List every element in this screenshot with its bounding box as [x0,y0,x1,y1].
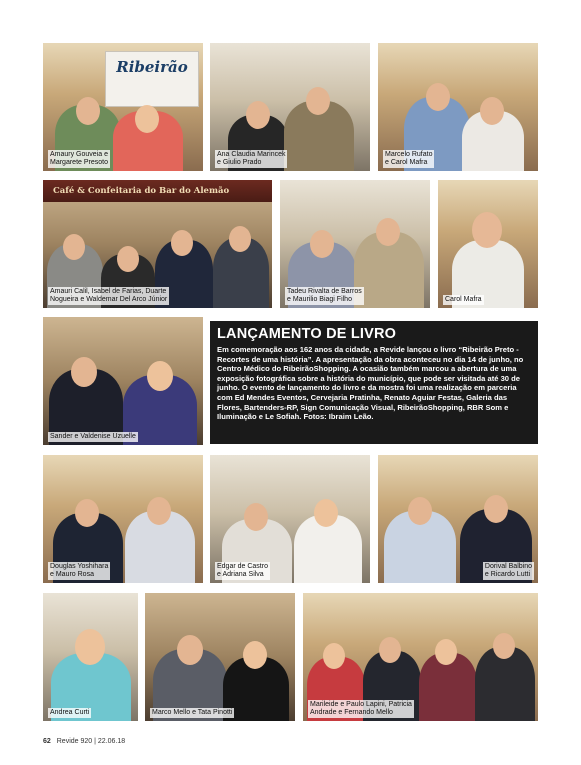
person-head [493,633,515,659]
photo-caption: Amauri Calil, Isabel de Farias, Duarte Nogueira e Waldemar Del Arco Júnior [50,288,168,303]
person-head [244,503,268,531]
person-head [147,361,173,391]
person-head [229,226,251,252]
photo-caption: Sander e Valdenise Uzuelle [50,433,136,440]
person-head [246,101,270,129]
feature-body: Em comemoração aos 162 anos da cidade, a Revide lançou o livro “Ribeirão Preto - Recortes de uma história”. A apresentação da obra aconteceu no dia 14 de junho, no Centro Médico do RibeirãoShopping. A ocasião também marcou a abertura de uma exposição fotográfica sobre a história do município, que pode ser visitada até 30 de junho. O evento de lançamento do livro e da mostra foi uma realização em parceria com Ed Mendes Eventos, Cervejaria Pratinha, Renato Aguiar Festas, Galeria das Flores, Bartenders-RP, Sign Comunicação Visual, RibeirãoShopping, RBR Som e Iluminação e Le Sofiah. Fotos: Ibraim Leão. [217,345,524,422]
person-head [484,495,508,523]
person-head [63,234,85,260]
photo-caption: Amaury Gouveia e Margarete Presoto [50,151,108,166]
photo-caption: Dorival Balbino e Ricardo Lutti [484,563,532,578]
person-head [426,83,450,111]
person-head [75,629,105,665]
person-head [323,643,345,669]
photo-caption: Tadeu Rivalta de Barros e Maurilio Biagi Filho [287,288,362,303]
person-head [306,87,330,115]
photo-andrea-curti [43,593,138,721]
page-number: 62 [43,738,51,745]
photo-caption: Carol Mafra [445,296,482,303]
page-footer [43,738,125,745]
photo-caption: Marco Mello e Tata Pinotti [152,709,233,716]
photo-amauri-isabel-duarte-waldemar [43,180,272,308]
photo-caption: Edgar de Castro e Adriana Silva [217,563,268,578]
photo-marileide-paulo-patricia-fernando [303,593,538,721]
person-head [314,499,338,527]
photo-tadeu-maurilio [280,180,430,308]
photo-carol-mafra [438,180,538,308]
feature-text-box [210,321,538,444]
person-head [379,637,401,663]
photo-amaury-margarete [43,43,203,171]
photo-caption: Andrea Curti [50,709,90,716]
photo-marcelo-carol [378,43,538,171]
photo-ana-giulio [210,43,370,171]
photo-caption: Douglas Yoshihara e Mauro Rosa [50,563,109,578]
photo-caption: Marcelo Rufato e Carol Mafra [385,151,433,166]
photo-edgar-adriana [210,455,370,583]
photo-dorival-ricardo [378,455,538,583]
photo-marco-tata [145,593,295,721]
photo-caption: Marileide e Paulo Lapini, Patricia Andrade e Fernando Mello [310,701,412,716]
issue-date: 22.06.18 [97,738,126,745]
person-head [177,635,203,665]
person-head [135,105,159,133]
photo-douglas-mauro [43,455,203,583]
person-head [171,230,193,256]
feature-title: LANÇAMENTO DE LIVRO [217,326,397,342]
photo-caption: Ana Claudia Marincek e Giulio Prado [217,151,286,166]
person-head [435,639,457,665]
person-head [472,212,502,248]
cafe-banner: Café & Confeitaria do Bar do Alemão [43,180,272,202]
person-head [75,499,99,527]
person-head [376,218,400,246]
person-head [310,230,334,258]
event-logo-board: Ribeirão [105,51,199,107]
magazine-name: Revide 920 [56,738,93,745]
person-head [71,357,97,387]
person-head [243,641,267,669]
person-head [76,97,100,125]
footer-separator: | [94,738,96,745]
person-head [480,97,504,125]
person-head [147,497,171,525]
photo-sander-valdenise [43,317,203,445]
person-head [117,246,139,272]
person-head [408,497,432,525]
